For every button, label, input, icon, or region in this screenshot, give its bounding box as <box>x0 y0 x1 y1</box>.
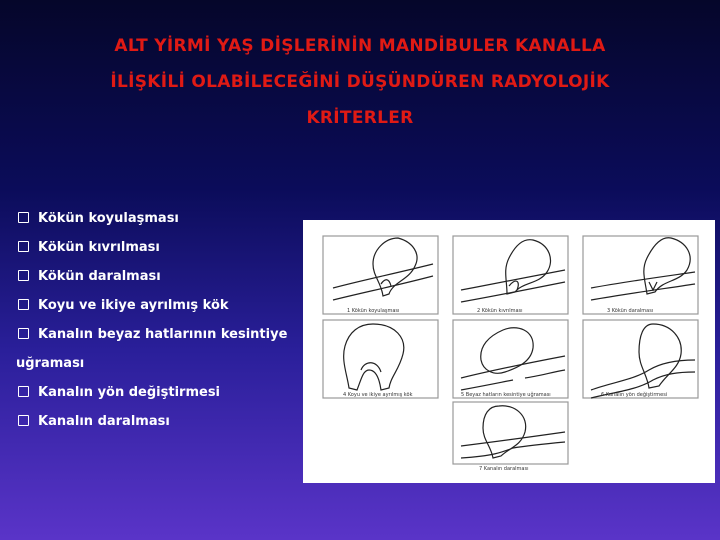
list-item <box>18 204 318 233</box>
canal-5-top <box>461 356 565 378</box>
list-item-text: Koyu ve ikiye ayrılmış kök <box>38 298 229 313</box>
figure-drawings <box>303 220 715 483</box>
title-line-3: KRİTERLER <box>306 108 414 128</box>
tooth-6 <box>639 324 681 388</box>
checkbox-bullet-icon <box>18 328 29 339</box>
canal-1-top <box>333 264 433 288</box>
caption-6: 6 Kanalın yön değiştirmesi <box>601 392 668 398</box>
list-item <box>18 407 318 436</box>
caption-3: 3 Kökün daralması <box>607 308 654 314</box>
criteria-list <box>18 204 318 436</box>
list-item-text: Kökün koyulaşması <box>38 211 179 226</box>
checkbox-bullet-icon <box>18 212 29 223</box>
list-item <box>18 378 318 407</box>
caption-1: 1 Kökün koyulaşması <box>347 308 400 314</box>
list-item-text: Kökün daralması <box>38 269 161 284</box>
tooth-1 <box>373 238 417 296</box>
tooth-4 <box>344 324 404 390</box>
caption-2: 2 Kökün kıvrılması <box>477 308 523 314</box>
list-item <box>18 262 318 291</box>
root-2-curve <box>509 281 518 290</box>
list-item-text: Kökün kıvrılması <box>38 240 160 255</box>
canal-2-top <box>461 270 565 290</box>
caption-7: 7 Kanalın daralması <box>479 466 529 472</box>
panel-3-frame <box>583 236 698 314</box>
list-item-text: Kanalın yön değiştirmesi <box>38 385 221 400</box>
canal-5-bottom-interrupted <box>461 370 565 390</box>
list-item <box>18 233 318 262</box>
caption-4: 4 Koyu ve ikiye ayrılmış kök <box>343 392 413 398</box>
slide-title <box>40 28 680 136</box>
list-item <box>18 291 318 320</box>
tooth-5 <box>481 328 533 374</box>
tooth-7 <box>483 406 526 458</box>
title-line-1: ALT YİRMİ YAŞ DİŞLERİNİN MANDİBULER KANALLA <box>114 36 606 56</box>
list-item-text: Kanalın beyaz hatlarının kesintiye <box>38 327 288 342</box>
root-1-dark <box>381 280 391 286</box>
list-item-text: Kanalın daralması <box>38 414 170 429</box>
title-line-2: İLİŞKİLİ OLABİLECEĞİNİ DÜŞÜNDÜREN RADYOLOJİK <box>110 72 610 92</box>
checkbox-bullet-icon <box>18 386 29 397</box>
list-item <box>18 320 318 349</box>
root-3-narrow <box>649 282 657 290</box>
caption-5: 5 Beyaz hatların kesintiye uğraması <box>461 392 551 398</box>
canal-2-bottom <box>461 282 565 302</box>
list-item-continuation: uğraması <box>16 356 85 371</box>
radiographic-criteria-figure <box>303 220 715 483</box>
panel-2-frame <box>453 236 568 314</box>
checkbox-bullet-icon <box>18 299 29 310</box>
checkbox-bullet-icon <box>18 415 29 426</box>
panel-1-frame <box>323 236 438 314</box>
canal-3-top <box>591 272 695 288</box>
checkbox-bullet-icon <box>18 241 29 252</box>
checkbox-bullet-icon <box>18 270 29 281</box>
panel-7-frame <box>453 402 568 464</box>
canal-3-bottom <box>591 284 695 300</box>
